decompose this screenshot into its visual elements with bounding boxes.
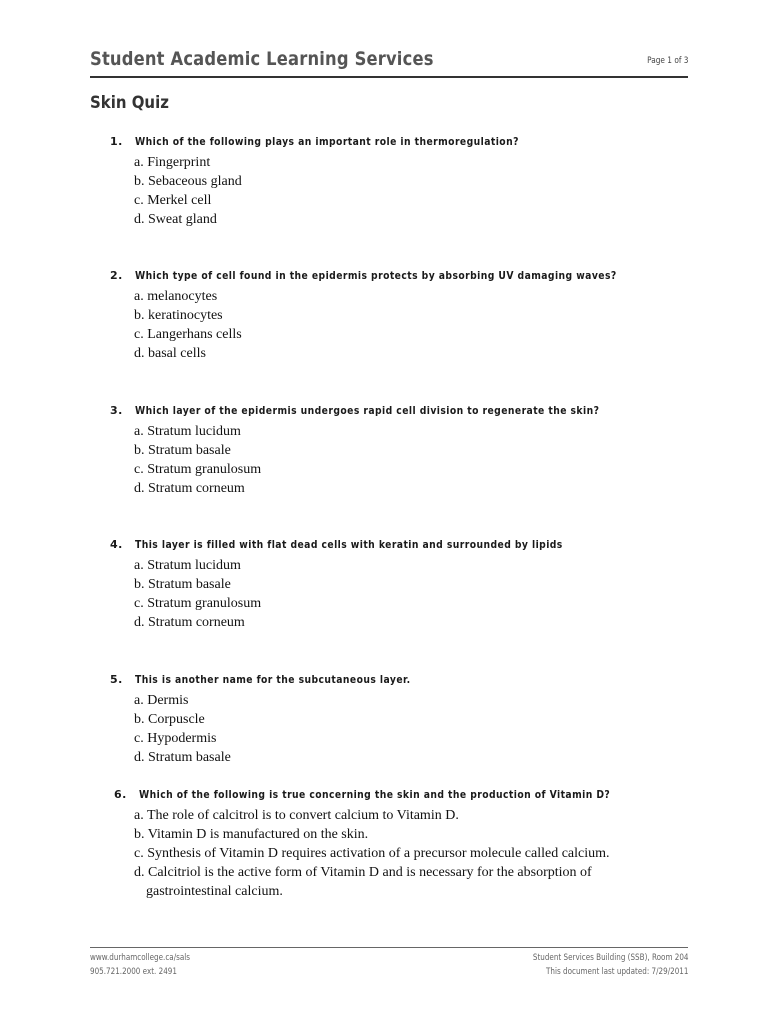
answer-option: a. Stratum lucidum xyxy=(134,424,241,439)
answer-option: c. Stratum granulosum xyxy=(134,596,262,611)
answer-option: a. Dermis xyxy=(134,693,189,708)
answer-option: c. Merkel cell xyxy=(134,193,212,208)
page-header xyxy=(90,44,688,78)
answer-option: a. Fingerprint xyxy=(134,155,211,170)
answer-option: c. Synthesis of Vitamin D requires activation of a precursor molecule called calcium. xyxy=(134,846,610,861)
answer-options xyxy=(114,806,694,901)
question-3 xyxy=(110,402,690,498)
question-number: 2. xyxy=(110,269,123,282)
answer-option: d. Stratum corneum xyxy=(134,615,245,630)
footer-updated: This document last updated: 7/29/2011 xyxy=(545,967,688,977)
answer-option-text: d. Calcitriol is the active form of Vitamin D and is necessary for the absorption of xyxy=(134,865,592,880)
footer-location: Student Services Building (SSB), Room 204 xyxy=(532,953,688,963)
question-text: This layer is filled with flat dead cells with keratin and surrounded by lipids xyxy=(135,538,563,551)
question-number: 5. xyxy=(110,673,123,686)
question-number: 3. xyxy=(110,404,123,417)
answer-option: b. Corpuscle xyxy=(134,712,205,727)
question-number: 1. xyxy=(110,135,123,148)
answer-option: d. Stratum basale xyxy=(134,750,231,765)
answer-options xyxy=(110,153,690,229)
answer-option: b. Stratum basale xyxy=(134,577,231,592)
question-4 xyxy=(110,536,690,632)
answer-options xyxy=(110,422,690,498)
question-1 xyxy=(110,133,690,229)
answer-option: d. Stratum corneum xyxy=(134,481,245,496)
question-text: This is another name for the subcutaneous layer. xyxy=(135,673,411,686)
question-text: Which of the following plays an important role in thermoregulation? xyxy=(135,135,519,148)
answer-options xyxy=(110,556,690,632)
answer-option xyxy=(134,863,694,901)
answer-option: b. keratinocytes xyxy=(134,308,223,323)
question-text: Which of the following is true concerning the skin and the production of Vitamin D? xyxy=(139,788,611,801)
footer-phone: 905.721.2000 ext. 2491 xyxy=(90,967,177,977)
question-number: 4. xyxy=(110,538,123,551)
answer-options xyxy=(110,287,690,363)
question-text: Which type of cell found in the epidermis protects by absorbing UV damaging waves? xyxy=(135,269,617,282)
header-title: Student Academic Learning Services xyxy=(90,48,434,70)
answer-option: d. basal cells xyxy=(134,346,206,361)
question-6 xyxy=(114,786,694,901)
answer-option: c. Langerhans cells xyxy=(134,327,242,342)
footer-info xyxy=(532,951,688,979)
answer-option: c. Hypodermis xyxy=(134,731,217,746)
footer-website: www.durhamcollege.ca/sals xyxy=(90,953,191,963)
footer-contact xyxy=(90,951,190,979)
question-text: Which layer of the epidermis undergoes rapid cell division to regenerate the skin? xyxy=(135,404,600,417)
answer-option: d. Sweat gland xyxy=(134,212,217,227)
answer-option: a. melanocytes xyxy=(134,289,218,304)
answer-option: a. Stratum lucidum xyxy=(134,558,241,573)
answer-option: b. Sebaceous gland xyxy=(134,174,242,189)
question-number: 6. xyxy=(114,788,127,801)
footer-divider xyxy=(90,947,688,948)
page-number: Page 1 of 3 xyxy=(646,56,688,66)
question-2 xyxy=(110,267,690,363)
answer-options xyxy=(110,691,690,767)
answer-option: b. Stratum basale xyxy=(134,443,231,458)
header-divider xyxy=(90,76,688,78)
answer-option-continuation: gastrointestinal calcium. xyxy=(146,884,283,899)
answer-option: c. Stratum granulosum xyxy=(134,462,262,477)
quiz-title: Skin Quiz xyxy=(90,93,169,113)
answer-option: b. Vitamin D is manufactured on the skin. xyxy=(134,827,369,842)
answer-option: a. The role of calcitrol is to convert calcium to Vitamin D. xyxy=(134,808,459,823)
question-5 xyxy=(110,671,690,767)
